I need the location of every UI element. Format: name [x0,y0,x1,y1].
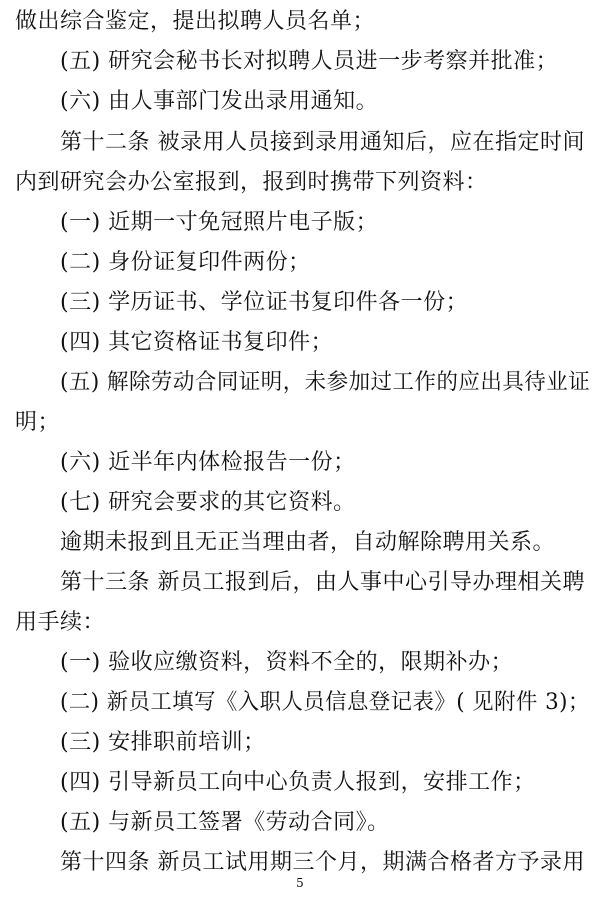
page-number: 5 [296,876,304,890]
text-line: 第十二条 被录用人员接到录用通知后，应在指定时间 [60,130,585,155]
text-line: (四) 其它资格证书复印件； [60,330,334,355]
text-line: (五) 研究会秘书长对拟聘人员进一步考察并批准； [60,49,559,74]
text-line: (一) 验收应缴资料，资料不全的，限期补办； [60,650,514,675]
text-line: 明； [15,410,61,435]
text-line: (二) 身份证复印件两份； [60,250,311,275]
text-line: 内到研究会办公室报到，报到时携带下列资料： [15,170,488,195]
text-line: 第十四条 新员工试用期三个月，期满合格者方予录用 [60,850,585,875]
text-line: (四) 引导新员工向中心负责人报到，安排工作； [60,770,536,795]
text-line: 用手续： [15,610,106,635]
text-line: (六) 由人事部门发出录用通知。 [60,89,379,114]
text-line: (二) 新员工填写《入职人员信息登记表》( 见附件 3)； [60,690,590,715]
text-line: 第十三条 新员工报到后，由人事中心引导办理相关聘 [60,570,585,595]
text-line: (三) 安排职前培训； [60,730,266,755]
text-line: (六) 近半年内体检报告一份； [60,450,356,475]
text-line: (五) 与新员工签署《劳动合同》。 [60,810,390,835]
text-line: (五) 解除劳动合同证明，未参加过工作的应出具待业证 [60,370,591,395]
text-line: 做出综合鉴定，提出拟聘人员名单； [15,9,376,34]
text-line: (一) 近期一寸免冠照片电子版； [60,210,379,235]
text-line: (七) 研究会要求的其它资料。 [60,490,356,515]
text-line: 逾期未报到且无正当理由者，自动解除聘用关系。 [60,530,556,555]
text-line: (三) 学历证书、学位证书复印件各一份； [60,290,469,315]
